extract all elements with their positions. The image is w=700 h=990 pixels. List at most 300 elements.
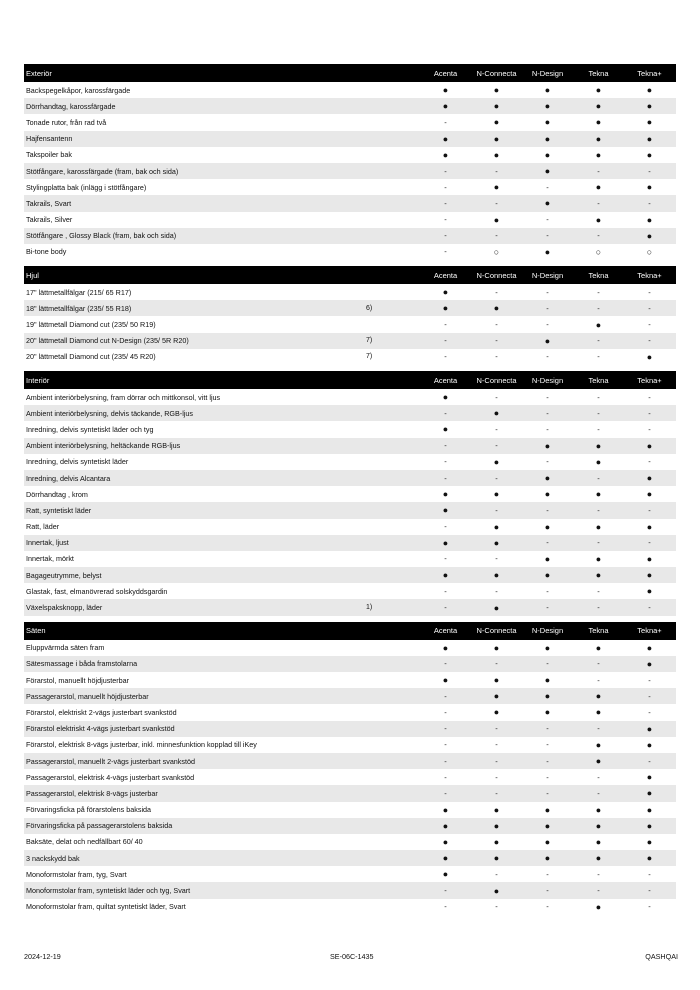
availability-cell: - — [546, 287, 549, 297]
availability-cell: - — [648, 424, 651, 434]
availability-cell: ● — [595, 101, 602, 112]
availability-cell: ● — [544, 133, 551, 144]
availability-cell: ● — [595, 456, 602, 467]
availability-cell: ● — [544, 804, 551, 815]
availability-cell: ● — [595, 739, 602, 750]
availability-cell: ● — [595, 521, 602, 532]
availability-cell: ● — [544, 85, 551, 96]
availability-cell: ● — [544, 198, 551, 209]
availability-cell: ● — [544, 117, 551, 128]
availability-cell: ● — [544, 853, 551, 864]
section-header — [24, 371, 676, 389]
table-row — [24, 349, 676, 365]
availability-cell: - — [444, 522, 447, 532]
availability-cell: - — [495, 756, 498, 766]
row-label: Inredning, delvis Alcantara — [26, 473, 111, 483]
availability-cell: ● — [493, 804, 500, 815]
row-label: Förvaringsficka på förarstolens baksida — [26, 805, 152, 815]
availability-cell: ● — [442, 853, 449, 864]
availability-cell: ● — [544, 521, 551, 532]
availability-cell: ● — [646, 820, 653, 831]
availability-cell: - — [444, 215, 447, 225]
footer-model: QASHQAI — [645, 952, 678, 961]
availability-cell: - — [444, 724, 447, 734]
column-header: N-Design — [531, 375, 564, 385]
availability-cell: ● — [442, 101, 449, 112]
availability-cell: ● — [544, 553, 551, 564]
availability-cell: - — [495, 320, 498, 330]
availability-cell: ● — [493, 85, 500, 96]
availability-cell: - — [648, 675, 651, 685]
availability-cell: - — [546, 457, 549, 467]
table-row — [24, 228, 676, 244]
column-header: N-Connecta — [476, 68, 517, 78]
availability-cell: - — [495, 198, 498, 208]
availability-cell: - — [648, 320, 651, 330]
availability-cell: - — [444, 691, 447, 701]
availability-cell: - — [546, 392, 549, 402]
availability-cell: ● — [544, 335, 551, 346]
availability-cell: ● — [493, 489, 500, 500]
availability-cell: ● — [493, 133, 500, 144]
availability-cell: ● — [595, 440, 602, 451]
availability-cell: - — [648, 538, 651, 548]
column-header: Tekna — [588, 68, 609, 78]
availability-cell: - — [444, 336, 447, 346]
availability-cell: - — [546, 756, 549, 766]
table-row — [24, 316, 676, 332]
availability-cell: ● — [646, 521, 653, 532]
table-row — [24, 551, 676, 567]
table-row — [24, 704, 676, 720]
availability-cell: ● — [646, 642, 653, 653]
availability-cell: ● — [544, 440, 551, 451]
availability-cell: ● — [493, 214, 500, 225]
availability-cell: ○ — [646, 246, 653, 257]
availability-cell: - — [495, 287, 498, 297]
availability-cell: ● — [442, 149, 449, 160]
row-label: Stötfångare, karossfärgade (fram, bak och sida) — [26, 166, 179, 176]
row-label: Stötfångare , Glossy Black (fram, bak och sida) — [26, 231, 177, 241]
availability-cell: - — [495, 166, 498, 176]
availability-cell: ● — [493, 853, 500, 864]
availability-cell: ● — [646, 489, 653, 500]
availability-cell: ● — [646, 658, 653, 669]
row-label: 18" lättmetallfälgar (235/ 55 R18) — [26, 303, 132, 313]
availability-cell: - — [546, 869, 549, 879]
column-header: Acenta — [433, 270, 458, 280]
table-row — [24, 866, 676, 882]
availability-cell: - — [597, 424, 600, 434]
availability-cell: - — [546, 352, 549, 362]
availability-cell: - — [648, 457, 651, 467]
column-header: Acenta — [433, 68, 458, 78]
availability-cell: ● — [595, 853, 602, 864]
table-row — [24, 519, 676, 535]
availability-cell: ● — [493, 691, 500, 702]
row-label: Dörrhandtag, karossfärgade — [26, 101, 116, 111]
availability-cell: - — [444, 320, 447, 330]
availability-cell: ● — [646, 804, 653, 815]
availability-cell: - — [597, 538, 600, 548]
availability-cell: - — [597, 231, 600, 241]
table-row — [24, 567, 676, 583]
row-label: Passagerarstol, manuellt höjdjusterbar — [26, 691, 149, 701]
row-label: Ambient interiörbelysning, heltäckande RGB-ljus — [26, 441, 181, 451]
availability-cell: ● — [544, 570, 551, 581]
availability-cell: ● — [595, 489, 602, 500]
availability-cell: - — [444, 117, 447, 127]
availability-cell: - — [495, 441, 498, 451]
row-label: 20" lättmetall Diamond cut (235/ 45 R20) — [26, 352, 156, 362]
row-label: Glastak, fast, elmanövrerad solskyddsgardin — [26, 586, 168, 596]
availability-cell: ● — [442, 133, 449, 144]
row-label: Förarstol, manuellt höjdjusterbar — [26, 675, 130, 685]
table-row — [24, 405, 676, 421]
availability-cell: - — [648, 603, 651, 613]
availability-cell: ● — [493, 456, 500, 467]
availability-cell: - — [444, 772, 447, 782]
availability-cell: ● — [442, 836, 449, 847]
availability-cell: ● — [493, 521, 500, 532]
availability-cell: - — [648, 392, 651, 402]
availability-cell: - — [597, 675, 600, 685]
row-label: Innertak, mörkt — [26, 554, 74, 564]
row-footnote: 6) — [366, 304, 373, 312]
availability-cell: ● — [442, 85, 449, 96]
availability-cell: ● — [595, 570, 602, 581]
availability-cell: ● — [493, 303, 500, 314]
row-label: Växelspaksknopp, läder — [26, 603, 103, 613]
row-label: 3 nackskydd bak — [26, 853, 80, 863]
availability-cell: ● — [646, 723, 653, 734]
table-row — [24, 818, 676, 834]
row-label: Bagageutrymme, belyst — [26, 570, 102, 580]
availability-cell: - — [495, 424, 498, 434]
row-label: Ambient interiörbelysning, delvis täckande, RGB-ljus — [26, 408, 193, 418]
availability-cell: - — [444, 886, 447, 896]
column-header: N-Connecta — [476, 270, 517, 280]
availability-cell: - — [495, 392, 498, 402]
row-label: Stylingplatta bak (inlägg i stötfångare) — [26, 182, 147, 192]
availability-cell: - — [495, 473, 498, 483]
availability-cell: - — [444, 247, 447, 257]
row-label: Tonade rutor, från rad två — [26, 117, 107, 127]
row-label: Takrails, Svart — [26, 198, 72, 208]
row-label: Ratt, syntetiskt läder — [26, 505, 92, 515]
column-header: N-Design — [531, 270, 564, 280]
availability-cell: ● — [646, 473, 653, 484]
availability-cell: ● — [442, 642, 449, 653]
table-row — [24, 769, 676, 785]
availability-cell: ● — [544, 836, 551, 847]
table-row — [24, 438, 676, 454]
table-row — [24, 535, 676, 551]
availability-cell: - — [546, 505, 549, 515]
table-row — [24, 785, 676, 801]
table-row — [24, 656, 676, 672]
availability-cell: ● — [493, 707, 500, 718]
row-footnote: 7) — [366, 337, 373, 345]
availability-cell: - — [546, 303, 549, 313]
table-row — [24, 599, 676, 615]
column-header: Acenta — [433, 375, 458, 385]
availability-cell: ● — [646, 214, 653, 225]
table-row — [24, 640, 676, 656]
availability-cell: - — [495, 586, 498, 596]
row-label: Förarstol, elektrisk 8-vägs justerbar, inkl. minnesfunktion kopplad till iKey — [26, 740, 257, 750]
availability-cell: ● — [544, 246, 551, 257]
availability-cell: ● — [442, 804, 449, 815]
availability-cell: - — [444, 182, 447, 192]
availability-cell: - — [597, 473, 600, 483]
section-header — [24, 64, 676, 82]
availability-cell: ● — [493, 642, 500, 653]
availability-cell: - — [495, 869, 498, 879]
availability-cell: - — [444, 788, 447, 798]
section-title: Säten — [26, 626, 46, 636]
availability-cell: - — [495, 352, 498, 362]
availability-cell: - — [444, 603, 447, 613]
availability-cell: - — [597, 408, 600, 418]
availability-cell: ● — [595, 182, 602, 193]
availability-cell: - — [546, 902, 549, 912]
table-row — [24, 114, 676, 130]
availability-cell: ● — [442, 820, 449, 831]
table-row — [24, 284, 676, 300]
availability-cell: - — [648, 886, 651, 896]
availability-cell: - — [444, 198, 447, 208]
availability-cell: ● — [493, 117, 500, 128]
availability-cell: ● — [595, 319, 602, 330]
availability-cell: ● — [646, 117, 653, 128]
availability-cell: ● — [646, 836, 653, 847]
availability-cell: ● — [544, 489, 551, 500]
availability-cell: - — [597, 869, 600, 879]
availability-cell: - — [495, 902, 498, 912]
table-row — [24, 721, 676, 737]
table-row — [24, 131, 676, 147]
table-row — [24, 672, 676, 688]
availability-cell: - — [444, 554, 447, 564]
footer-date: 2024-12-19 — [24, 952, 61, 961]
availability-cell: ● — [646, 772, 653, 783]
row-label: Förarstol, elektriskt 2-vägs justerbart svankstöd — [26, 707, 177, 717]
availability-cell: - — [597, 724, 600, 734]
availability-cell: - — [597, 392, 600, 402]
column-header: Acenta — [433, 626, 458, 636]
row-label: Monoformstolar fram, tyg, Svart — [26, 869, 127, 879]
row-label: Backspegelkåpor, karossfärgade — [26, 85, 131, 95]
availability-cell: - — [546, 740, 549, 750]
availability-cell: - — [444, 166, 447, 176]
availability-cell: ● — [595, 691, 602, 702]
table-row — [24, 300, 676, 316]
availability-cell: ● — [442, 869, 449, 880]
availability-cell: ● — [544, 707, 551, 718]
availability-cell: ● — [646, 133, 653, 144]
availability-cell: - — [648, 408, 651, 418]
row-label: 19" lättmetall Diamond cut (235/ 50 R19) — [26, 320, 156, 330]
availability-cell: ● — [544, 149, 551, 160]
availability-cell: - — [648, 869, 651, 879]
availability-cell: - — [444, 902, 447, 912]
availability-cell: ● — [493, 602, 500, 613]
availability-cell: ● — [493, 101, 500, 112]
availability-cell: - — [546, 603, 549, 613]
availability-cell: - — [597, 198, 600, 208]
availability-cell: - — [444, 441, 447, 451]
availability-cell: - — [444, 740, 447, 750]
availability-cell: ● — [646, 149, 653, 160]
row-label: Bi-tone body — [26, 247, 67, 257]
availability-cell: - — [495, 231, 498, 241]
availability-cell: ● — [646, 739, 653, 750]
availability-cell: ● — [442, 675, 449, 686]
availability-cell: ● — [493, 149, 500, 160]
availability-cell: ● — [646, 586, 653, 597]
availability-cell: ● — [646, 553, 653, 564]
row-label: Baksäte, delat och nedfällbart 60/ 40 — [26, 837, 143, 847]
table-row — [24, 834, 676, 850]
table-row — [24, 802, 676, 818]
availability-cell: - — [546, 886, 549, 896]
availability-cell: - — [444, 707, 447, 717]
table-row — [24, 737, 676, 753]
column-header: N-Connecta — [476, 626, 517, 636]
availability-cell: ● — [442, 303, 449, 314]
availability-cell: ● — [595, 820, 602, 831]
availability-cell: - — [597, 772, 600, 782]
availability-cell: ● — [442, 392, 449, 403]
availability-cell: - — [597, 352, 600, 362]
availability-cell: ● — [595, 117, 602, 128]
column-header: N-Design — [531, 626, 564, 636]
availability-cell: ○ — [493, 246, 500, 257]
availability-cell: - — [546, 182, 549, 192]
row-label: Ambient interiörbelysning, fram dörrar och mittkonsol, vitt ljus — [26, 392, 221, 402]
availability-cell: ● — [595, 707, 602, 718]
column-header: N-Design — [531, 68, 564, 78]
table-row — [24, 421, 676, 437]
availability-cell: - — [648, 756, 651, 766]
availability-cell: - — [597, 166, 600, 176]
row-label: Passagerarstol, elektrisk 8-vägs justerbar — [26, 788, 158, 798]
table-row — [24, 470, 676, 486]
availability-cell: - — [444, 756, 447, 766]
row-label: Takrails, Silver — [26, 215, 73, 225]
availability-cell: - — [546, 659, 549, 669]
column-header: Tekna+ — [637, 270, 662, 280]
availability-cell: - — [648, 303, 651, 313]
availability-cell: ● — [595, 642, 602, 653]
row-label: Passagerarstol, manuellt 2-vägs justerbart svankstöd — [26, 756, 195, 766]
availability-cell: - — [597, 659, 600, 669]
availability-cell: ● — [544, 642, 551, 653]
availability-cell: - — [444, 408, 447, 418]
section-header — [24, 266, 676, 284]
availability-cell: ● — [595, 133, 602, 144]
availability-cell: - — [597, 336, 600, 346]
availability-cell: ● — [544, 675, 551, 686]
table-row — [24, 179, 676, 195]
availability-cell: ● — [544, 166, 551, 177]
availability-cell: ● — [595, 149, 602, 160]
column-header: Tekna+ — [637, 626, 662, 636]
availability-cell: ● — [493, 675, 500, 686]
availability-cell: ● — [493, 836, 500, 847]
availability-cell: - — [597, 586, 600, 596]
availability-cell: - — [495, 740, 498, 750]
availability-cell: - — [597, 303, 600, 313]
row-footnote: 1) — [366, 604, 373, 612]
availability-cell: - — [597, 886, 600, 896]
row-label: Inredning, delvis syntetiskt läder — [26, 457, 129, 467]
availability-cell: ● — [646, 101, 653, 112]
availability-cell: ● — [493, 570, 500, 581]
availability-cell: - — [444, 659, 447, 669]
row-label: Inredning, delvis syntetiskt läder och tyg — [26, 424, 154, 434]
column-header: N-Connecta — [476, 375, 517, 385]
availability-cell: - — [648, 691, 651, 701]
availability-cell: ○ — [595, 246, 602, 257]
availability-cell: - — [444, 473, 447, 483]
availability-cell: ● — [646, 230, 653, 241]
footer-code: SE-06C-1435 — [330, 952, 374, 961]
row-label: Monoformstolar fram, syntetiskt läder och tyg, Svart — [26, 886, 191, 896]
row-label: Eluppvärmda säten fram — [26, 643, 105, 653]
table-row — [24, 333, 676, 349]
availability-cell: - — [597, 287, 600, 297]
availability-cell: - — [597, 603, 600, 613]
table-row — [24, 212, 676, 228]
row-label: 20" lättmetall Diamond cut N-Design (235/ 5R R20) — [26, 336, 189, 346]
table-row — [24, 98, 676, 114]
availability-cell: ● — [646, 182, 653, 193]
availability-cell: - — [546, 586, 549, 596]
availability-cell: ● — [544, 473, 551, 484]
table-row — [24, 583, 676, 599]
availability-cell: ● — [544, 820, 551, 831]
availability-cell: ● — [595, 214, 602, 225]
availability-cell: - — [444, 352, 447, 362]
table-row — [24, 882, 676, 898]
availability-cell: - — [648, 287, 651, 297]
availability-cell: - — [648, 902, 651, 912]
availability-cell: - — [648, 336, 651, 346]
availability-cell: ● — [595, 85, 602, 96]
availability-cell: ● — [595, 804, 602, 815]
availability-cell: - — [495, 659, 498, 669]
availability-cell: ● — [442, 424, 449, 435]
table-row — [24, 389, 676, 405]
row-label: Passagerarstol, elektrisk 4-vägs justerbart svankstöd — [26, 772, 195, 782]
availability-cell: ● — [544, 691, 551, 702]
row-label: Hajfensantenn — [26, 134, 73, 144]
table-row — [24, 899, 676, 915]
availability-cell: ● — [493, 537, 500, 548]
row-label: Förarstol elektriskt 4-vägs justerbart svankstöd — [26, 724, 175, 734]
availability-cell: ● — [493, 820, 500, 831]
table-row — [24, 82, 676, 98]
availability-cell: ● — [646, 570, 653, 581]
table-row — [24, 688, 676, 704]
availability-cell: - — [444, 586, 447, 596]
availability-cell: ● — [646, 85, 653, 96]
table-row — [24, 244, 676, 260]
availability-cell: - — [546, 231, 549, 241]
availability-cell: - — [648, 166, 651, 176]
